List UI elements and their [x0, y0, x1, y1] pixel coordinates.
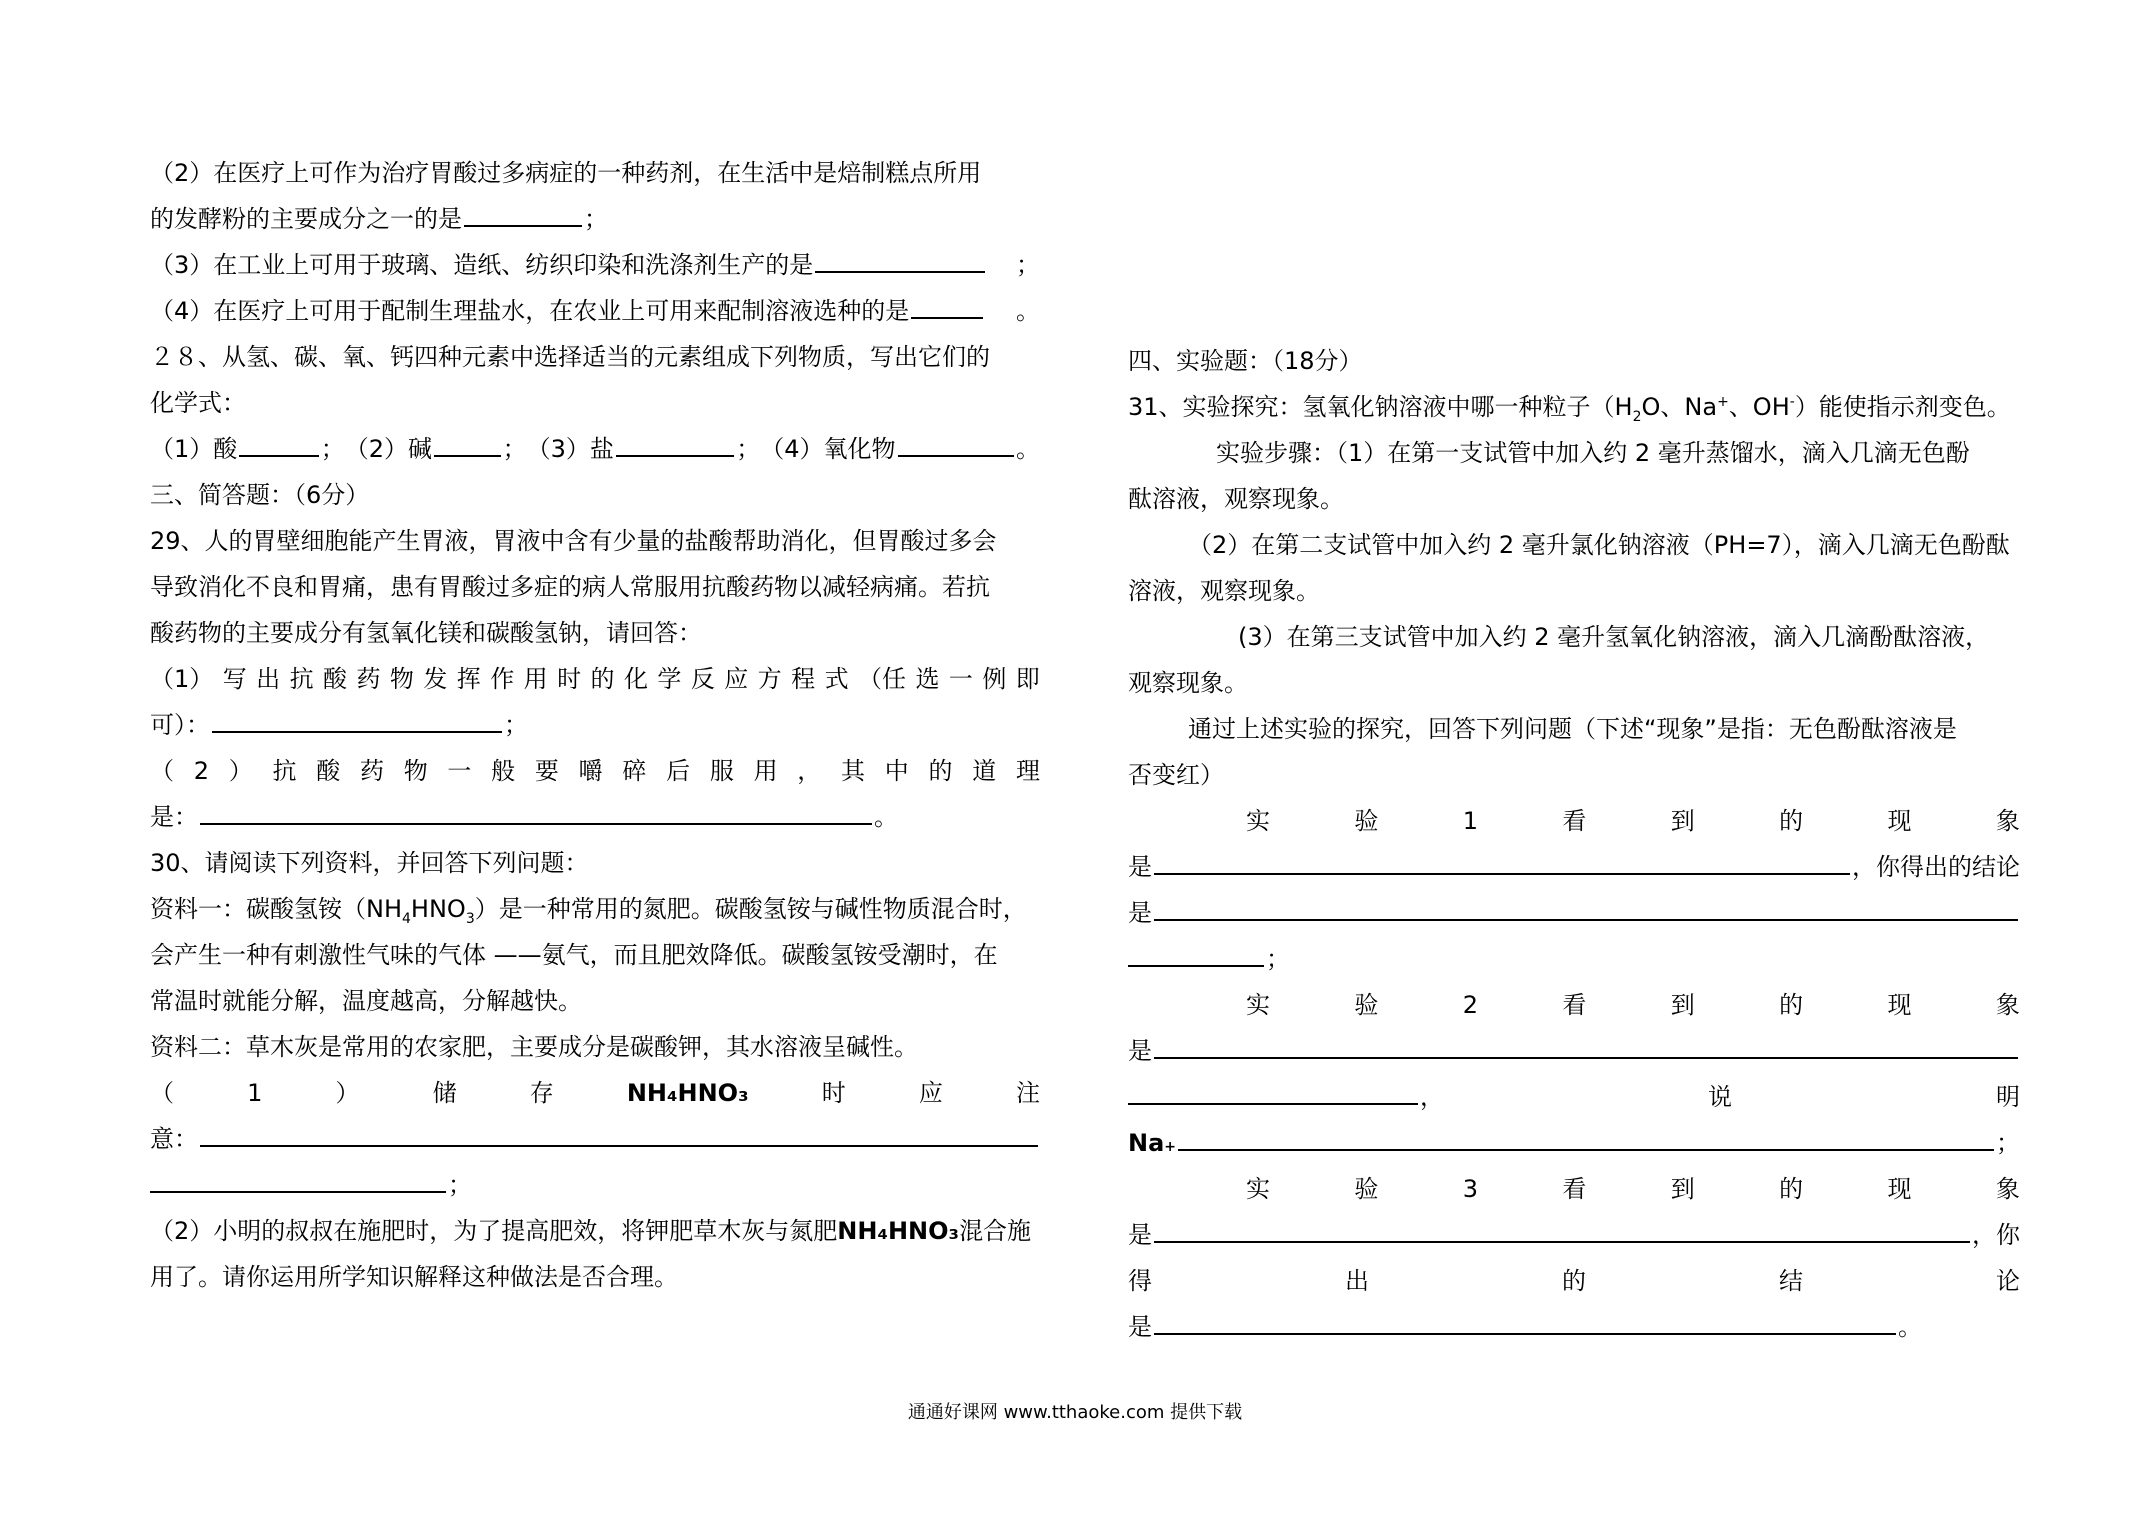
answer-blank	[1128, 1079, 1418, 1105]
q28-base-label: （2）碱	[344, 435, 433, 463]
glyph: 酸	[323, 665, 348, 693]
glyph: 得	[1128, 1267, 1152, 1295]
glyph: 的	[1779, 1175, 1804, 1203]
glyph: 挥	[456, 665, 481, 693]
superscript: -	[1789, 394, 1795, 410]
subscript: 2	[1632, 408, 1642, 425]
superscript: +	[1717, 394, 1729, 410]
q30-1-line1	[150, 1070, 1040, 1116]
answer-blank	[815, 247, 985, 273]
answer-rule	[200, 1119, 1038, 1147]
left-column	[150, 150, 1040, 1300]
exp1-line	[1128, 798, 2020, 844]
answer-blank	[464, 201, 582, 227]
glyph: 的	[1562, 1267, 1586, 1295]
exp2-na-line: Na + ；	[1128, 1120, 2020, 1166]
text: O、Na	[1641, 393, 1718, 421]
equation-blank	[212, 707, 502, 733]
q27-2-line1: （2）在医疗上可作为治疗胃酸过多病症的一种药剂，在生活中是焙制糕点所用	[150, 159, 982, 187]
oxide-blank	[898, 431, 1014, 457]
chem-formula: NH₄HNO₃	[837, 1217, 960, 1245]
glyph: （任	[858, 665, 907, 693]
glyph: （	[150, 1079, 174, 1107]
text: 是	[1128, 1037, 1152, 1065]
glyph: 一	[447, 757, 472, 785]
glyph: 储	[432, 1079, 457, 1107]
glyph: 到	[1670, 1175, 1695, 1203]
glyph: 到	[1670, 807, 1695, 835]
q29-line3: 酸药物的主要成分有氢氧化镁和碳酸氢钠，请回答：	[150, 619, 702, 647]
text: ；	[1266, 945, 1290, 973]
glyph: 2	[193, 757, 210, 785]
material-1-line3: 常温时就能分解，温度越高，分解越快。	[150, 987, 582, 1015]
q27-3-text: （3）在工业上可用于玻璃、造纸、纺织印染和洗涤剂生产的是	[150, 251, 814, 279]
glyph: 方	[757, 665, 782, 693]
sodium-symbol: Na	[1128, 1129, 1165, 1157]
q30-1-line2	[150, 1116, 1040, 1162]
q30-2-line2: 用了。请你运用所学知识解释这种做法是否合理。	[150, 1263, 678, 1291]
glyph: 时	[557, 665, 582, 693]
glyph: 象	[1995, 991, 2020, 1019]
q31-heading	[1128, 384, 2020, 430]
answer-blank	[911, 293, 983, 319]
glyph: 说	[1708, 1083, 1732, 1111]
glyph: 要	[534, 757, 559, 785]
q29-2-line1	[150, 748, 1040, 794]
glyph: 验	[1354, 991, 1379, 1019]
glyph: 结	[1779, 1267, 1803, 1295]
glyph: 实	[1246, 991, 1270, 1019]
glyph: 即	[1015, 665, 1040, 693]
text: 是	[1128, 1221, 1152, 1249]
answer-blank	[150, 1167, 446, 1193]
answer-blank	[1128, 941, 1264, 967]
glyph: 作	[490, 665, 515, 693]
glyph: 象	[1995, 1175, 2020, 1203]
q29-1-line1	[150, 656, 1040, 702]
answer-rule	[1178, 1123, 1994, 1151]
page-footer: 通通好课网 www.tthaoke.com 提供下载	[907, 1402, 1243, 1423]
q29-line2: 导致消化不良和胃痛，患有胃酸过多症的病人常服用抗酸药物以减轻病痛。若抗	[150, 573, 990, 601]
text: 是	[1128, 853, 1152, 881]
section-3-heading: 三、简答题：（6分）	[150, 481, 370, 509]
exp2-observation	[1128, 1028, 2020, 1074]
glyph: 般	[491, 757, 516, 785]
glyph: 酸	[316, 757, 341, 785]
exp3-conclusion-label	[1128, 1258, 2020, 1304]
q28-salt-label: （3）盐	[526, 435, 614, 463]
glyph: 用	[753, 757, 778, 785]
subscript: 4	[402, 910, 411, 927]
exp3-observation	[1128, 1212, 2020, 1258]
glyph: 选	[915, 665, 940, 693]
exp2-line	[1128, 982, 2020, 1028]
text: 是	[1128, 1313, 1152, 1341]
glyph: 出	[1345, 1267, 1369, 1295]
glyph: 程	[791, 665, 816, 693]
exp3-conclusion	[1128, 1304, 2020, 1350]
step1-line2: 酞溶液，观察现象。	[1128, 485, 1344, 513]
glyph: （1）	[150, 665, 214, 693]
glyph: 看	[1562, 1175, 1587, 1203]
glyph: 药	[359, 757, 384, 785]
q28-line1: ２８、从氢、碳、氧、钙四种元素中选择适当的元素组成下列物质，写出它们的	[150, 343, 990, 371]
glyph: 例	[982, 665, 1007, 693]
glyph: 化	[623, 665, 648, 693]
glyph: 式	[824, 665, 849, 693]
glyph: 时	[821, 1079, 846, 1107]
exp1-conclusion	[1128, 890, 2020, 936]
q29-2-line2: 是： 。	[150, 794, 1040, 840]
glyph: 验	[1354, 807, 1379, 835]
glyph: 其	[841, 757, 866, 785]
glyph: 存	[529, 1079, 554, 1107]
glyph: 嚼	[578, 757, 603, 785]
text: 。	[1898, 1313, 1922, 1341]
glyph: 抗	[272, 757, 297, 785]
glyph: 到	[1670, 991, 1695, 1019]
glyph: 的	[590, 665, 615, 693]
text: HNO	[410, 895, 466, 923]
glyph: 明	[1996, 1083, 2020, 1111]
q28-acid-label: （1）酸	[150, 435, 238, 463]
glyph: 象	[1995, 807, 2020, 835]
exp3-line	[1128, 1166, 2020, 1212]
material-1-line1	[150, 886, 1040, 932]
q30-1-line3: ；	[150, 1162, 1040, 1208]
glyph: 出	[256, 665, 281, 693]
q27-3-line: （3）在工业上可用于玻璃、造纸、纺织印染和洗涤剂生产的是 ；	[150, 242, 1040, 288]
glyph: 中	[884, 757, 909, 785]
glyph: 实	[1246, 807, 1270, 835]
glyph: 后	[666, 757, 691, 785]
glyph: 物	[403, 757, 428, 785]
glyph: 碎	[622, 757, 647, 785]
text: ）是一种常用的氮肥。碳酸氢铵与碱性物质混合时，	[474, 895, 1027, 923]
acid-blank	[239, 431, 319, 457]
chem-formula: NH₄HNO₃	[626, 1079, 749, 1107]
q28-answers: （1）酸 ； （2）碱 ； （3）盐 ； （4）氧化物 。	[150, 426, 1040, 472]
answer-rule	[1154, 1215, 1970, 1243]
glyph: 应	[918, 1079, 943, 1107]
glyph: 的	[1779, 807, 1804, 835]
text: 31、实验探究：氢氧化钠溶液中哪一种粒子（H	[1128, 393, 1633, 421]
glyph: 的	[1779, 991, 1804, 1019]
q27-4-line: （4）在医疗上可用于配制生理盐水，在农业上可用来配制溶液选种的是 。	[150, 288, 1040, 334]
glyph: 论	[1996, 1267, 2020, 1295]
q29-1-line2: 可）： ；	[150, 702, 1040, 748]
glyph: ，	[797, 757, 822, 785]
text: 、OH	[1728, 393, 1790, 421]
step2-line1: （2）在第二支试管中加入约 2 毫升氯化钠溶液（PH=7），滴入几滴无色酚酞	[1188, 531, 2010, 559]
glyph: 反	[690, 665, 715, 693]
glyph: 看	[1562, 807, 1587, 835]
answer-blank	[1154, 1309, 1896, 1335]
glyph: 应	[724, 665, 749, 693]
glyph: ）	[228, 757, 253, 785]
glyph: 的	[928, 757, 953, 785]
subscript: 3	[465, 910, 475, 927]
text: ，你	[1972, 1221, 2020, 1249]
glyph: 学	[657, 665, 682, 693]
glyph: 验	[1354, 1175, 1379, 1203]
reason-blank	[200, 799, 872, 825]
glyph: 看	[1562, 991, 1587, 1019]
exp2-explain	[1128, 1074, 2020, 1120]
exp1-observation	[1128, 844, 2020, 890]
step3-line1: (3）在第三支试管中加入约 2 毫升氢氧化钠溶液，滴入几滴酚酞溶液，	[1238, 623, 1990, 651]
glyph: 现	[1887, 807, 1912, 835]
answer-rule	[1154, 893, 2018, 921]
material-2: 资料二：草木灰是常用的农家肥，主要成分是碳酸钾，其水溶液呈碱性。	[150, 1033, 918, 1061]
text: ）能使指示剂变色。	[1794, 393, 2011, 421]
q29-line1: 29、人的胃壁细胞能产生胃液，胃液中含有少量的盐酸帮助消化，但胃酸过多会	[150, 527, 997, 555]
glyph: ，	[1420, 1083, 1444, 1111]
glyph: （	[150, 757, 174, 785]
q27-2-text: 的发酵粉的主要成分之一的是	[150, 205, 462, 233]
q28-line2: 化学式：	[150, 389, 246, 417]
glyph: 道	[972, 757, 997, 785]
text: （2）小明的叔叔在施肥时，为了提高肥效，将钾肥草木灰与氮肥	[150, 1217, 838, 1245]
q29-1-text: 可）：	[150, 711, 210, 739]
q27-4-text: （4）在医疗上可用于配制生理盐水，在农业上可用来配制溶液选种的是	[150, 297, 910, 325]
step1-line1: 实验步骤：（1）在第一支试管中加入约 2 毫升蒸馏水，滴入几滴无色酚	[1216, 439, 1970, 467]
material-1-line2: 会产生一种有刺激性气味的气体 ——氨气，而且肥效降低。碳酸氢铵受潮时，在	[150, 941, 998, 969]
glyph: 注	[1015, 1079, 1040, 1107]
glyph: 用	[523, 665, 548, 693]
glyph: 药	[356, 665, 381, 693]
answer-rule	[1154, 847, 1850, 875]
glyph: ）	[335, 1079, 360, 1107]
section-4-heading: 四、实验题：（18分）	[1128, 347, 1363, 375]
question-line1: 通过上述实验的探究，回答下列问题（下述“现象”是指：无色酚酞溶液是	[1188, 715, 1957, 743]
answer-rule	[1154, 1031, 2018, 1059]
question-line2: 否变红）	[1128, 761, 1224, 789]
glyph: 写	[222, 665, 247, 693]
text: 是	[1128, 899, 1152, 927]
glyph: 现	[1887, 991, 1912, 1019]
step3-line2: 观察现象。	[1128, 669, 1248, 697]
glyph: 物	[389, 665, 414, 693]
glyph: 1	[247, 1079, 263, 1107]
text: ，你得出的结论	[1852, 853, 2020, 881]
q27-2-line2: 的发酵粉的主要成分之一的是 ；	[150, 196, 1040, 242]
glyph: 1	[1462, 807, 1479, 835]
glyph: 服	[709, 757, 734, 785]
q30-heading: 30、请阅读下列资料，并回答下列问题：	[150, 849, 589, 877]
right-column	[1128, 338, 2020, 1350]
exp1-conclusion-end	[1128, 936, 2020, 982]
q30-1-text: 意：	[150, 1125, 198, 1153]
glyph: 理	[1015, 757, 1040, 785]
salt-blank	[616, 431, 734, 457]
text: 资料一：碳酸氢铵（NH	[150, 895, 402, 923]
q30-2-line1	[150, 1208, 1040, 1254]
base-blank	[434, 431, 501, 457]
glyph: 发	[423, 665, 448, 693]
text: 混合施	[959, 1217, 1032, 1245]
glyph: 现	[1887, 1175, 1912, 1203]
glyph: 3	[1462, 1175, 1479, 1203]
q28-oxide-label: （4）氧化物	[760, 435, 896, 463]
glyph: 实	[1246, 1175, 1270, 1203]
glyph: 一	[948, 665, 973, 693]
step2-line2: 溶液，观察现象。	[1128, 577, 1320, 605]
glyph: 抗	[289, 665, 314, 693]
text: ；	[1996, 1129, 2020, 1157]
glyph: 2	[1462, 991, 1479, 1019]
q29-2-text: 是：	[150, 803, 198, 831]
